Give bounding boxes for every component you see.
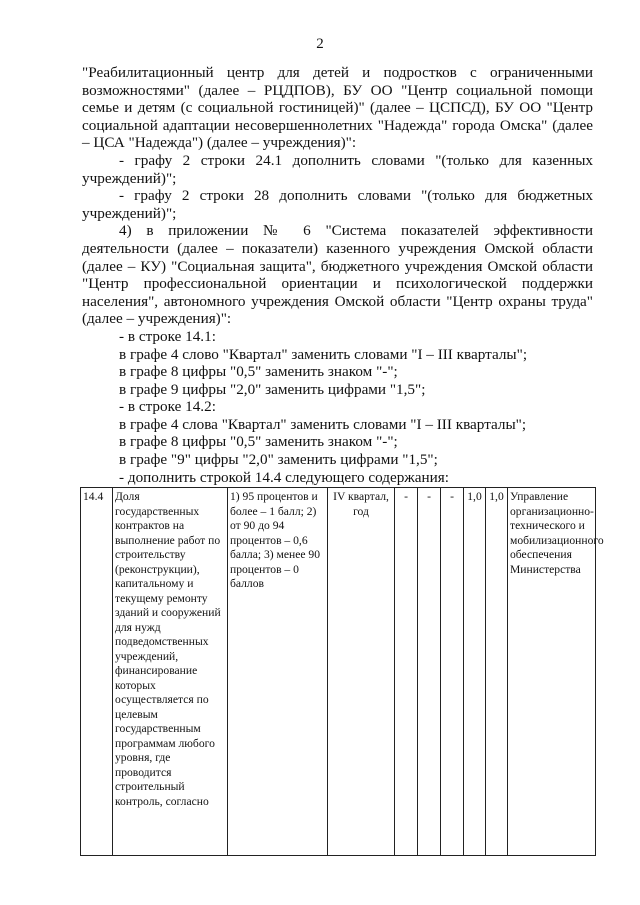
paragraph-row-28: - графу 2 строки 28 дополнить словами "(только для бюджетных учреждений)"; xyxy=(82,187,593,222)
paragraph-row-14-2-col8: в графе 8 цифры "0,5" заменить знаком "-"; xyxy=(119,433,398,451)
cell-col6: - xyxy=(418,488,441,856)
cell-responsible: Управление организационно-технического и мобилизационного обеспечения Министерства xyxy=(508,488,596,856)
paragraph-row-14-1-col9: в графе 9 цифры "2,0" заменить цифрами "1,5"; xyxy=(119,380,426,398)
document-body xyxy=(82,64,593,486)
cell-col7: - xyxy=(441,488,464,856)
paragraph-row-14-2: - в строке 14.2: xyxy=(119,398,216,416)
paragraph-institutions: "Реабилитационный центр для детей и подростков с ограниченными возможностями" (далее – РЦДПОВ), БУ ОО "Центр социальной помощи семье и детям (с социальной гостиницей)" (далее – ЦСПСД), БУ ОО "Центр социальной адаптации несовершеннолетних "Надежда" города Омска" (далее – ЦСА "Надежда") (далее – учреждения)": xyxy=(82,64,593,152)
paragraph-row-14-2-col9: в графе "9" цифры "2,0" заменить цифрами "1,5"; xyxy=(119,451,438,469)
paragraph-row-24-1: - графу 2 строки 24.1 дополнить словами "(только для казенных учреждений)"; xyxy=(82,151,593,187)
page-number: 2 xyxy=(316,36,324,52)
paragraph-row-14-1-col4: в графе 4 слово "Квартал" заменить словами "I – III кварталы"; xyxy=(119,345,528,363)
cell-col9: 1,0 xyxy=(486,488,508,856)
paragraph-add-row-14-4: - дополнить строкой 14.4 следующего содержания: xyxy=(119,468,450,486)
cell-col5: - xyxy=(395,488,418,856)
cell-row-number: 14.4 xyxy=(81,488,113,856)
paragraph-row-14-1-col8: в графе 8 цифры "0,5" заменить знаком "-"; xyxy=(119,363,398,381)
cell-col8: 1,0 xyxy=(464,488,486,856)
cell-period: IV квартал, год xyxy=(328,488,395,856)
paragraph-appendix-6: 4) в приложении № 6 "Система показателей эффективности деятельности (далее – показатели) казенного учреждения Омской области (далее – КУ) "Социальная защита", бюджетного учреждения Омской области "Центр профессиональной ориентации и психологической поддержки населения", автономного учреждения Омской области "Центр охраны труда" (далее – учреждения)": xyxy=(82,222,593,328)
table-row xyxy=(81,488,596,856)
indicator-table xyxy=(80,487,604,856)
paragraph-row-14-2-col4: в графе 4 слова "Квартал" заменить словами "I – III кварталы"; xyxy=(119,415,527,433)
cell-indicator-name: Доля государственных контрактов на выполнение работ по строительству (реконструкции), капитальному и текущему ремонту зданий и сооружений для нужд подведомственных учреждений, финансирование которых осуществляется по целевым государственным программам любого уровня, где проводится строительный контроль, согласно xyxy=(113,488,228,856)
paragraph-row-14-1: - в строке 14.1: xyxy=(119,327,216,345)
cell-criteria: 1) 95 процентов и более – 1 балл; 2) от 90 до 94 процентов – 0,6 балла; 3) менее 90 процентов – 0 баллов xyxy=(228,488,328,856)
